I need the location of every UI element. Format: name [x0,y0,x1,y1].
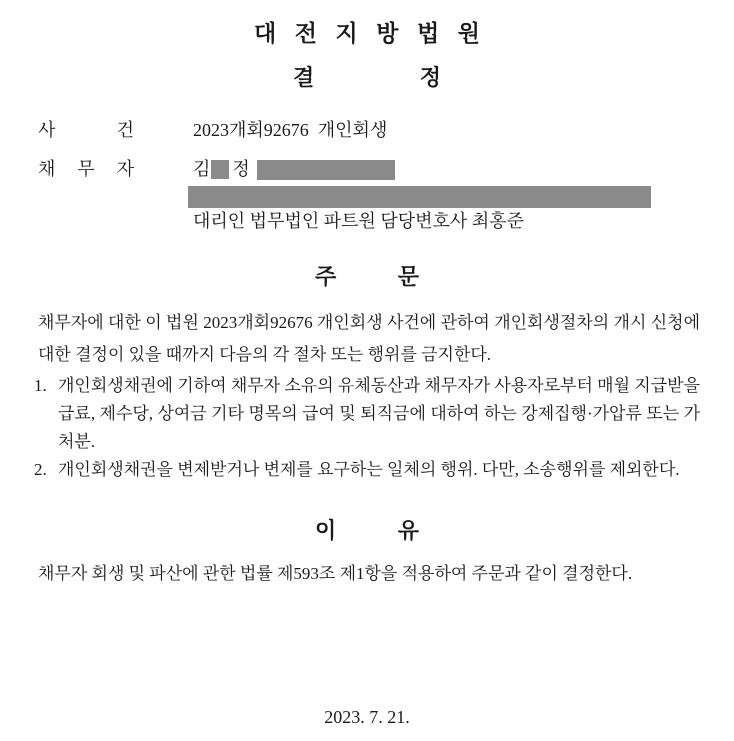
court-name-row [0,19,734,47]
case-number: 2023개회92676 개인회생 [193,120,388,140]
document-type-row [0,64,734,92]
reason-paragraph: 채무자 회생 및 파산에 관한 법률 제593조 제1항을 적용하여 주문과 같이 결정한다. [38,564,633,583]
redaction-box-name-detail [257,160,395,180]
order-item-list [34,372,700,484]
debtor-name [193,157,395,181]
reason-heading: 이 유 [315,518,419,543]
case-row [0,118,734,144]
reason-heading-row [0,517,734,545]
debtor-row [0,157,734,183]
order-item-2 [34,456,700,484]
court-name: 대 전 지 방 법 원 [254,20,480,46]
decision-date: 2023. 7. 21. [324,707,410,727]
debtor-name-last-char: 정 [232,159,250,179]
redaction-bar-personal-info [188,186,651,208]
document-type: 결 정 [293,65,441,90]
order-item-1-text: 개인회생채권에 기하여 채무자 소유의 유체동산과 채무자가 사용자로부터 매월 지급받을 급료, 제수당, 상여금 기타 명목의 급여 및 퇴직금에 대하여 하는 강제집행·가압류 또는 가처분. [58,376,700,451]
decision-date-row [0,705,734,729]
attorney-line: 대리인 법무법인 파트원 담당변호사 최홍준 [193,211,524,231]
debtor-name-first-char: 김 [193,159,211,179]
redaction-box-name-middle [211,160,229,179]
order-item-1 [34,372,700,456]
order-item-2-text: 개인회생채권을 변제받거나 변제를 요구하는 일체의 행위. 다만, 소송행위를 제외한다. [58,460,680,479]
order-heading: 주 문 [315,264,419,289]
order-item-1-number: 1. [34,376,47,395]
order-heading-row [0,263,734,291]
order-intro-paragraph: 채무자에 대한 이 법원 2023개회92676 개인회생 사건에 관하여 개인회생절차의 개시 신청에 대한 결정이 있을 때까지 다음의 각 절차 또는 행위를 금지한다. [38,313,700,364]
case-label: 사 건 [38,120,134,140]
debtor-label: 채 무 자 [38,159,134,179]
order-item-2-number: 2. [34,460,47,479]
